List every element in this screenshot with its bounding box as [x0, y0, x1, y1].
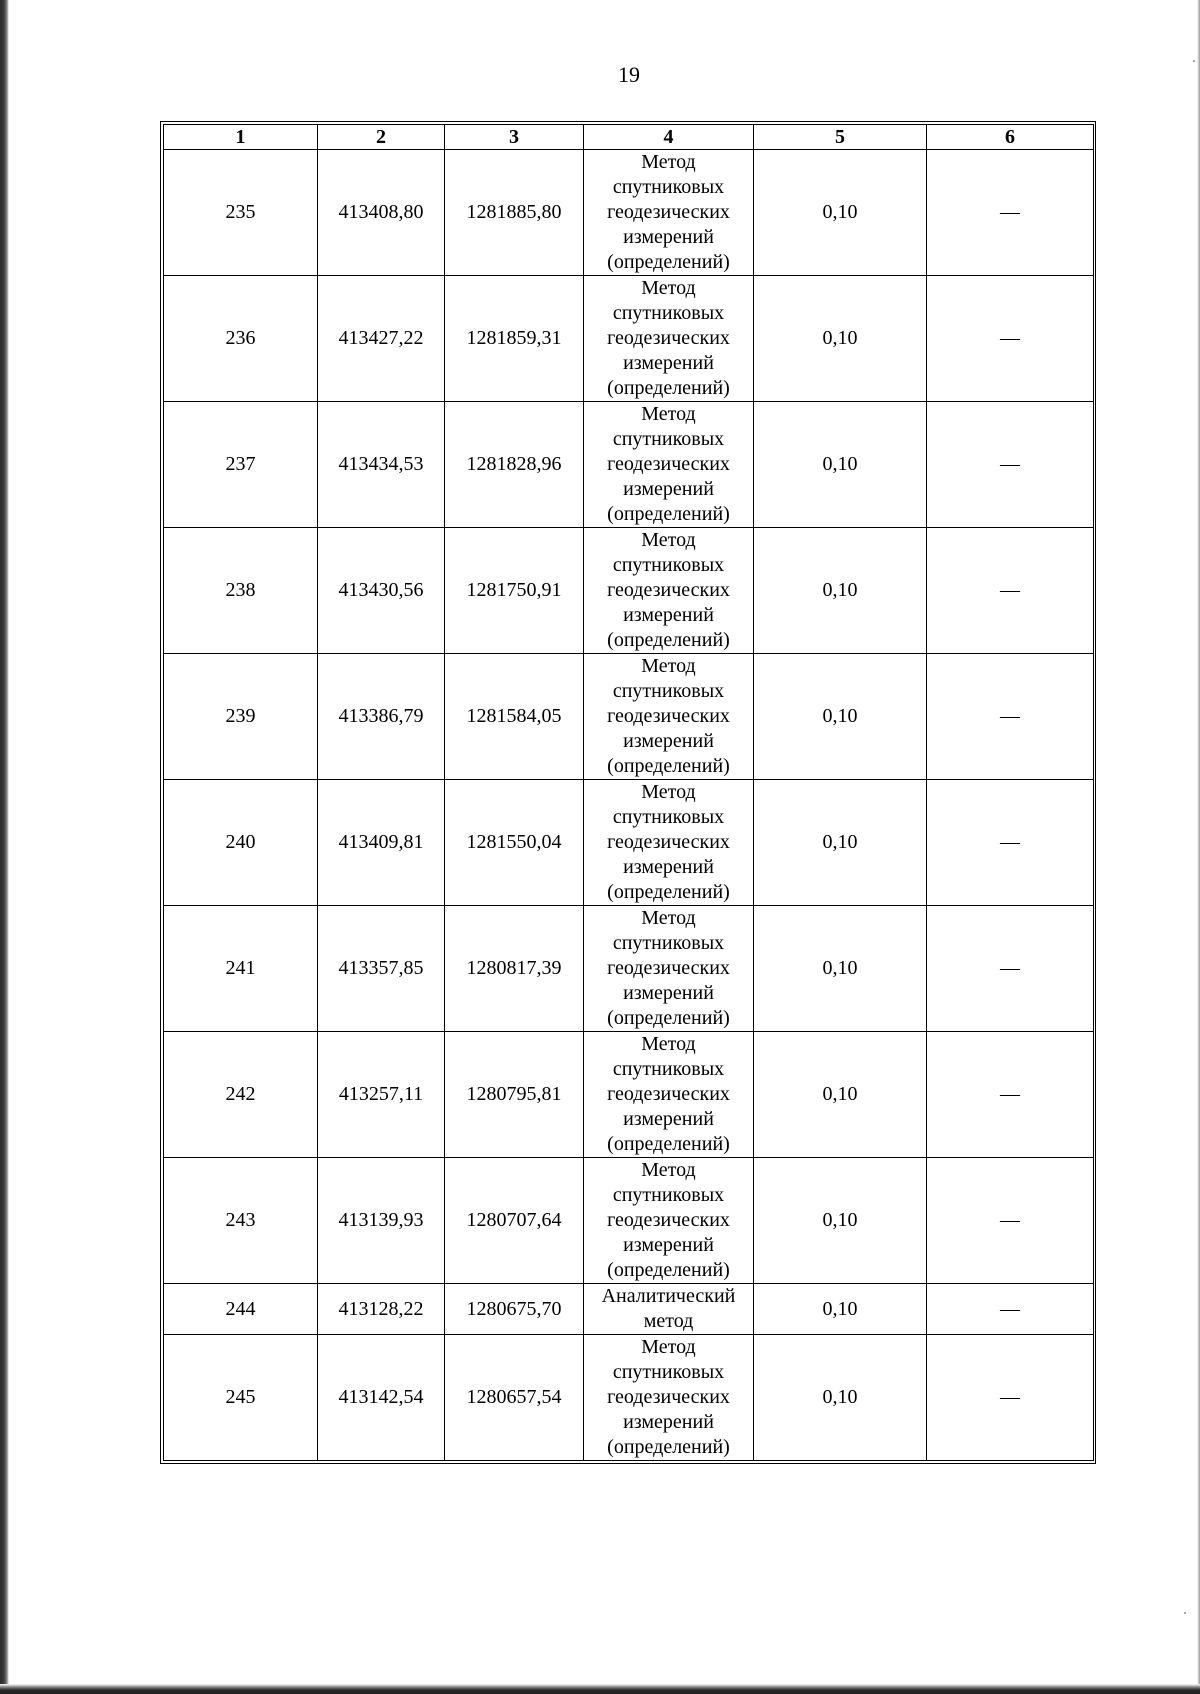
- method-text-line: спутниковых: [612, 1058, 725, 1080]
- method-text-line: Метод: [641, 403, 696, 425]
- accuracy-cell: 0,10: [754, 402, 927, 528]
- accuracy-cell: 0,10: [754, 1158, 927, 1284]
- point-number-cell: 239: [164, 654, 318, 780]
- method-text-line: измерений: [623, 1108, 714, 1130]
- coordinate-x-cell: 413139,93: [318, 1158, 445, 1284]
- method-text-line: геодезических: [607, 579, 730, 601]
- method-text-line: геодезических: [607, 1083, 730, 1105]
- table-row: [164, 1158, 1094, 1284]
- method-text-line: геодезических: [607, 1386, 730, 1408]
- method-text-line: измерений: [623, 856, 714, 878]
- method-text-line: (определений): [607, 1436, 730, 1458]
- method-text-line: Метод: [641, 1033, 696, 1055]
- method-text-line: спутниковых: [612, 302, 725, 324]
- method-text-line: спутниковых: [612, 806, 725, 828]
- method-text-line: измерений: [623, 1411, 714, 1433]
- table-row: [164, 1335, 1094, 1461]
- coordinate-y-cell: 1280795,81: [445, 1032, 584, 1158]
- dash-cell: —: [927, 150, 1094, 276]
- coordinate-y-cell: 1281550,04: [445, 780, 584, 906]
- header-col-1: 1: [164, 125, 318, 150]
- method-text-line: измерений: [623, 478, 714, 500]
- accuracy-cell: 0,10: [754, 1335, 927, 1461]
- header-col-3: 3: [445, 125, 584, 150]
- header-col-5: 5: [754, 125, 927, 150]
- method-text-line: (определений): [607, 1259, 730, 1281]
- method-text-line: Метод: [641, 655, 696, 677]
- method-text-line: спутниковых: [612, 554, 725, 576]
- accuracy-cell: 0,10: [754, 906, 927, 1032]
- method-text-line: (определений): [607, 251, 730, 273]
- method-text-line: Метод: [641, 781, 696, 803]
- method-text-line: спутниковых: [612, 1361, 725, 1383]
- method-text-line: (определений): [607, 1133, 730, 1155]
- coordinate-y-cell: 1280817,39: [445, 906, 584, 1032]
- accuracy-cell: 0,10: [754, 528, 927, 654]
- method-cell: [584, 654, 754, 780]
- table-row: [164, 150, 1094, 276]
- method-text-line: (определений): [607, 377, 730, 399]
- method-text-line: (определений): [607, 881, 730, 903]
- dash-cell: —: [927, 1158, 1094, 1284]
- dash-cell: —: [927, 1284, 1094, 1335]
- method-text-line: геодезических: [607, 327, 730, 349]
- method-cell: [584, 276, 754, 402]
- dash-cell: —: [927, 528, 1094, 654]
- accuracy-cell: 0,10: [754, 1284, 927, 1335]
- method-text-line: геодезических: [607, 201, 730, 223]
- method-text-line: измерений: [623, 730, 714, 752]
- dash-cell: —: [927, 1032, 1094, 1158]
- dash-cell: —: [927, 906, 1094, 1032]
- coordinate-x-cell: 413409,81: [318, 780, 445, 906]
- method-text-line: измерений: [623, 226, 714, 248]
- point-number-cell: 242: [164, 1032, 318, 1158]
- method-text-line: Метод: [641, 529, 696, 551]
- method-text-line: Метод: [641, 277, 696, 299]
- table-row: [164, 906, 1094, 1032]
- point-number-cell: 241: [164, 906, 318, 1032]
- method-text-line: (определений): [607, 755, 730, 777]
- point-number-cell: 244: [164, 1284, 318, 1335]
- coordinate-x-cell: 413427,22: [318, 276, 445, 402]
- dash-cell: —: [927, 276, 1094, 402]
- method-text-line: метод: [643, 1310, 694, 1332]
- coordinate-y-cell: 1281750,91: [445, 528, 584, 654]
- coordinate-x-cell: 413434,53: [318, 402, 445, 528]
- coordinate-y-cell: 1280675,70: [445, 1284, 584, 1335]
- method-text-line: (определений): [607, 629, 730, 651]
- table-row: [164, 1284, 1094, 1335]
- coordinates-table: [163, 124, 1094, 1461]
- method-cell: [584, 528, 754, 654]
- method-cell: [584, 906, 754, 1032]
- header-col-2: 2: [318, 125, 445, 150]
- coordinate-x-cell: 413386,79: [318, 654, 445, 780]
- coordinate-y-cell: 1281828,96: [445, 402, 584, 528]
- method-text-line: измерений: [623, 352, 714, 374]
- accuracy-cell: 0,10: [754, 1032, 927, 1158]
- table-body: [164, 150, 1094, 1461]
- method-cell: [584, 1158, 754, 1284]
- method-cell: [584, 150, 754, 276]
- table-header-row: [164, 125, 1094, 150]
- table-row: [164, 1032, 1094, 1158]
- method-text-line: геодезических: [607, 831, 730, 853]
- point-number-cell: 243: [164, 1158, 318, 1284]
- method-text-line: измерений: [623, 604, 714, 626]
- method-text-line: измерений: [623, 982, 714, 1004]
- header-col-4: 4: [584, 125, 754, 150]
- header-col-6: 6: [927, 125, 1094, 150]
- method-text-line: Аналитический: [601, 1285, 736, 1307]
- dash-cell: —: [927, 654, 1094, 780]
- point-number-cell: 236: [164, 276, 318, 402]
- coordinate-x-cell: 413408,80: [318, 150, 445, 276]
- method-text-line: Метод: [641, 151, 696, 173]
- coordinate-y-cell: 1280657,54: [445, 1335, 584, 1461]
- point-number-cell: 245: [164, 1335, 318, 1461]
- method-cell: [584, 402, 754, 528]
- point-number-cell: 240: [164, 780, 318, 906]
- coordinate-y-cell: 1281859,31: [445, 276, 584, 402]
- method-text-line: Метод: [641, 907, 696, 929]
- accuracy-cell: 0,10: [754, 276, 927, 402]
- method-cell: [584, 1032, 754, 1158]
- table-row: [164, 402, 1094, 528]
- table-row: [164, 780, 1094, 906]
- point-number-cell: 238: [164, 528, 318, 654]
- coordinate-x-cell: 413430,56: [318, 528, 445, 654]
- method-text-line: Метод: [641, 1336, 696, 1358]
- coordinate-x-cell: 413142,54: [318, 1335, 445, 1461]
- accuracy-cell: 0,10: [754, 654, 927, 780]
- coordinate-y-cell: 1281584,05: [445, 654, 584, 780]
- method-cell: [584, 1335, 754, 1461]
- method-text-line: спутниковых: [612, 1184, 725, 1206]
- table-row: [164, 528, 1094, 654]
- method-text-line: (определений): [607, 1007, 730, 1029]
- method-text-line: спутниковых: [612, 932, 725, 954]
- method-text-line: измерений: [623, 1234, 714, 1256]
- accuracy-cell: 0,10: [754, 780, 927, 906]
- dash-cell: —: [927, 780, 1094, 906]
- table-row: [164, 276, 1094, 402]
- point-number-cell: 235: [164, 150, 318, 276]
- method-cell: [584, 780, 754, 906]
- coordinates-table-frame: [160, 121, 1096, 1464]
- method-text-line: спутниковых: [612, 428, 725, 450]
- method-text-line: Метод: [641, 1159, 696, 1181]
- method-text-line: геодезических: [607, 453, 730, 475]
- method-text-line: спутниковых: [612, 680, 725, 702]
- coordinate-x-cell: 413128,22: [318, 1284, 445, 1335]
- page-number: 19: [618, 62, 640, 87]
- scan-edge-left: [0, 0, 9, 1694]
- method-text-line: геодезических: [607, 1209, 730, 1231]
- dash-cell: —: [927, 1335, 1094, 1461]
- method-text-line: (определений): [607, 503, 730, 525]
- method-cell: [584, 1284, 754, 1335]
- coordinate-y-cell: 1281885,80: [445, 150, 584, 276]
- accuracy-cell: 0,10: [754, 150, 927, 276]
- dash-cell: —: [927, 402, 1094, 528]
- scan-speck: [1184, 1612, 1186, 1614]
- method-text-line: геодезических: [607, 957, 730, 979]
- point-number-cell: 237: [164, 402, 318, 528]
- coordinate-y-cell: 1280707,64: [445, 1158, 584, 1284]
- coordinate-x-cell: 413257,11: [318, 1032, 445, 1158]
- method-text-line: спутниковых: [612, 176, 725, 198]
- method-text-line: геодезических: [607, 705, 730, 727]
- coordinate-x-cell: 413357,85: [318, 906, 445, 1032]
- table-row: [164, 654, 1094, 780]
- scan-edge-bottom: [0, 1684, 1200, 1694]
